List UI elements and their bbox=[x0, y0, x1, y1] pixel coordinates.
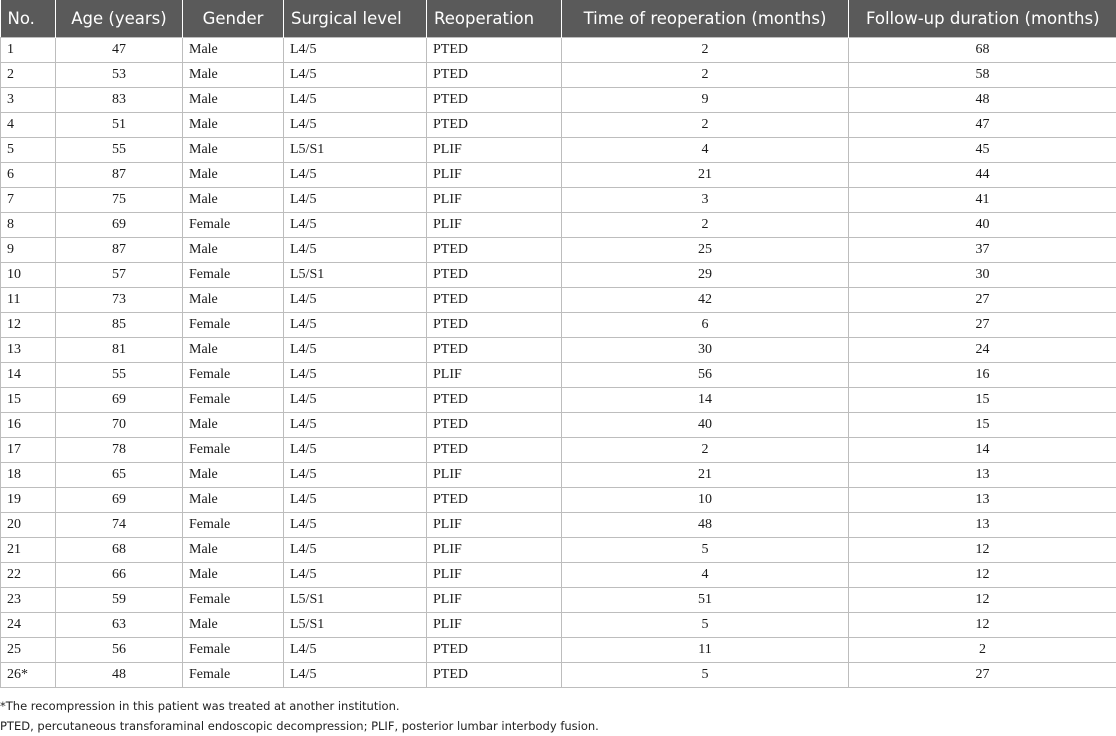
cell-gender: Male bbox=[183, 338, 284, 363]
cell-surgical-level: L4/5 bbox=[284, 238, 427, 263]
cell-follow-up-duration: 27 bbox=[849, 313, 1116, 338]
table-row bbox=[1, 313, 1116, 338]
cell-surgical-level: L4/5 bbox=[284, 463, 427, 488]
cell-age: 48 bbox=[56, 663, 183, 688]
cell-age: 69 bbox=[56, 488, 183, 513]
cell-follow-up-duration: 24 bbox=[849, 338, 1116, 363]
cell-no: 24 bbox=[1, 613, 56, 638]
cell-age: 70 bbox=[56, 413, 183, 438]
cell-surgical-level: L5/S1 bbox=[284, 138, 427, 163]
cell-no: 23 bbox=[1, 588, 56, 613]
cell-age: 87 bbox=[56, 238, 183, 263]
cell-no: 17 bbox=[1, 438, 56, 463]
cell-gender: Male bbox=[183, 413, 284, 438]
table-header bbox=[1, 0, 1116, 38]
table-row bbox=[1, 638, 1116, 663]
cell-age: 63 bbox=[56, 613, 183, 638]
cell-surgical-level: L4/5 bbox=[284, 438, 427, 463]
cell-no: 12 bbox=[1, 313, 56, 338]
cell-age: 83 bbox=[56, 88, 183, 113]
cell-follow-up-duration: 44 bbox=[849, 163, 1116, 188]
cell-reoperation: PTED bbox=[427, 63, 562, 88]
cell-reoperation: PTED bbox=[427, 38, 562, 63]
cell-gender: Male bbox=[183, 488, 284, 513]
cell-no: 5 bbox=[1, 138, 56, 163]
cell-reoperation: PLIF bbox=[427, 613, 562, 638]
table-footnotes bbox=[0, 696, 1116, 736]
cell-follow-up-duration: 13 bbox=[849, 488, 1116, 513]
cell-gender: Male bbox=[183, 563, 284, 588]
cell-no: 4 bbox=[1, 113, 56, 138]
table-row bbox=[1, 113, 1116, 138]
cell-time-of-reoperation: 9 bbox=[562, 88, 849, 113]
cell-no: 19 bbox=[1, 488, 56, 513]
cell-follow-up-duration: 12 bbox=[849, 538, 1116, 563]
cell-time-of-reoperation: 29 bbox=[562, 263, 849, 288]
table-row bbox=[1, 163, 1116, 188]
cell-reoperation: PTED bbox=[427, 488, 562, 513]
cell-age: 51 bbox=[56, 113, 183, 138]
cell-surgical-level: L4/5 bbox=[284, 88, 427, 113]
column-header-no: No. bbox=[1, 0, 56, 38]
cell-time-of-reoperation: 4 bbox=[562, 563, 849, 588]
cell-age: 65 bbox=[56, 463, 183, 488]
cell-follow-up-duration: 30 bbox=[849, 263, 1116, 288]
cell-gender: Female bbox=[183, 313, 284, 338]
cell-gender: Female bbox=[183, 588, 284, 613]
cell-reoperation: PTED bbox=[427, 263, 562, 288]
cell-reoperation: PLIF bbox=[427, 563, 562, 588]
table-row bbox=[1, 213, 1116, 238]
cell-follow-up-duration: 16 bbox=[849, 363, 1116, 388]
cell-reoperation: PTED bbox=[427, 413, 562, 438]
cell-no: 7 bbox=[1, 188, 56, 213]
cell-time-of-reoperation: 2 bbox=[562, 438, 849, 463]
cell-time-of-reoperation: 40 bbox=[562, 413, 849, 438]
cell-follow-up-duration: 12 bbox=[849, 563, 1116, 588]
cell-reoperation: PLIF bbox=[427, 588, 562, 613]
cell-follow-up-duration: 58 bbox=[849, 63, 1116, 88]
cell-age: 68 bbox=[56, 538, 183, 563]
cell-no: 13 bbox=[1, 338, 56, 363]
table-row bbox=[1, 563, 1116, 588]
cell-surgical-level: L4/5 bbox=[284, 488, 427, 513]
cell-no: 15 bbox=[1, 388, 56, 413]
column-header-gender: Gender bbox=[183, 0, 284, 38]
cell-surgical-level: L4/5 bbox=[284, 38, 427, 63]
cell-reoperation: PLIF bbox=[427, 538, 562, 563]
cell-time-of-reoperation: 6 bbox=[562, 313, 849, 338]
cell-surgical-level: L4/5 bbox=[284, 113, 427, 138]
cell-gender: Male bbox=[183, 63, 284, 88]
cell-reoperation: PTED bbox=[427, 88, 562, 113]
cell-time-of-reoperation: 5 bbox=[562, 613, 849, 638]
cell-time-of-reoperation: 3 bbox=[562, 188, 849, 213]
cell-surgical-level: L4/5 bbox=[284, 213, 427, 238]
cell-no: 21 bbox=[1, 538, 56, 563]
cell-time-of-reoperation: 30 bbox=[562, 338, 849, 363]
table-row bbox=[1, 338, 1116, 363]
cell-reoperation: PTED bbox=[427, 663, 562, 688]
cell-surgical-level: L4/5 bbox=[284, 388, 427, 413]
cell-time-of-reoperation: 21 bbox=[562, 463, 849, 488]
table-row bbox=[1, 288, 1116, 313]
cell-no: 26* bbox=[1, 663, 56, 688]
cell-surgical-level: L4/5 bbox=[284, 338, 427, 363]
cell-surgical-level: L4/5 bbox=[284, 288, 427, 313]
cell-follow-up-duration: 13 bbox=[849, 463, 1116, 488]
cell-time-of-reoperation: 4 bbox=[562, 138, 849, 163]
cell-reoperation: PTED bbox=[427, 438, 562, 463]
cell-no: 8 bbox=[1, 213, 56, 238]
cell-gender: Male bbox=[183, 538, 284, 563]
cell-reoperation: PLIF bbox=[427, 163, 562, 188]
cell-gender: Male bbox=[183, 138, 284, 163]
cell-age: 75 bbox=[56, 188, 183, 213]
cell-surgical-level: L4/5 bbox=[284, 63, 427, 88]
cell-follow-up-duration: 68 bbox=[849, 38, 1116, 63]
cell-surgical-level: L4/5 bbox=[284, 638, 427, 663]
cell-gender: Female bbox=[183, 638, 284, 663]
cell-follow-up-duration: 14 bbox=[849, 438, 1116, 463]
cell-age: 59 bbox=[56, 588, 183, 613]
cell-time-of-reoperation: 10 bbox=[562, 488, 849, 513]
table-row bbox=[1, 88, 1116, 113]
cell-time-of-reoperation: 48 bbox=[562, 513, 849, 538]
table-row bbox=[1, 463, 1116, 488]
cell-follow-up-duration: 12 bbox=[849, 588, 1116, 613]
cell-gender: Female bbox=[183, 513, 284, 538]
cell-no: 25 bbox=[1, 638, 56, 663]
cell-age: 47 bbox=[56, 38, 183, 63]
cell-no: 18 bbox=[1, 463, 56, 488]
cell-reoperation: PTED bbox=[427, 238, 562, 263]
cell-age: 55 bbox=[56, 138, 183, 163]
column-header-surgical-level: Surgical level bbox=[284, 0, 427, 38]
cell-reoperation: PLIF bbox=[427, 213, 562, 238]
cell-age: 66 bbox=[56, 563, 183, 588]
cell-surgical-level: L4/5 bbox=[284, 313, 427, 338]
cell-time-of-reoperation: 2 bbox=[562, 113, 849, 138]
cell-reoperation: PLIF bbox=[427, 363, 562, 388]
cell-time-of-reoperation: 5 bbox=[562, 538, 849, 563]
cell-no: 2 bbox=[1, 63, 56, 88]
cell-gender: Male bbox=[183, 113, 284, 138]
cell-gender: Female bbox=[183, 663, 284, 688]
cell-reoperation: PLIF bbox=[427, 188, 562, 213]
cell-age: 78 bbox=[56, 438, 183, 463]
cell-surgical-level: L5/S1 bbox=[284, 263, 427, 288]
cell-age: 73 bbox=[56, 288, 183, 313]
cell-gender: Female bbox=[183, 388, 284, 413]
cell-time-of-reoperation: 51 bbox=[562, 588, 849, 613]
table-row bbox=[1, 63, 1116, 88]
cell-gender: Male bbox=[183, 463, 284, 488]
footnote-abbreviations: PTED, percutaneous transforaminal endoscopic decompression; PLIF, posterior lumbar interbody fusion. bbox=[0, 716, 1116, 736]
cell-surgical-level: L5/S1 bbox=[284, 613, 427, 638]
cell-no: 6 bbox=[1, 163, 56, 188]
cell-follow-up-duration: 41 bbox=[849, 188, 1116, 213]
column-header-age: Age (years) bbox=[56, 0, 183, 38]
cell-follow-up-duration: 13 bbox=[849, 513, 1116, 538]
table-row bbox=[1, 513, 1116, 538]
cell-gender: Female bbox=[183, 363, 284, 388]
cell-gender: Male bbox=[183, 613, 284, 638]
cell-age: 57 bbox=[56, 263, 183, 288]
cell-reoperation: PTED bbox=[427, 638, 562, 663]
table-row bbox=[1, 238, 1116, 263]
cell-surgical-level: L4/5 bbox=[284, 163, 427, 188]
cell-reoperation: PTED bbox=[427, 113, 562, 138]
cell-reoperation: PLIF bbox=[427, 463, 562, 488]
cell-reoperation: PLIF bbox=[427, 138, 562, 163]
cell-reoperation: PTED bbox=[427, 338, 562, 363]
cell-follow-up-duration: 12 bbox=[849, 613, 1116, 638]
table-row bbox=[1, 663, 1116, 688]
cell-gender: Male bbox=[183, 238, 284, 263]
cell-gender: Male bbox=[183, 163, 284, 188]
cell-surgical-level: L4/5 bbox=[284, 663, 427, 688]
table-row bbox=[1, 488, 1116, 513]
cell-no: 20 bbox=[1, 513, 56, 538]
cell-age: 81 bbox=[56, 338, 183, 363]
cell-reoperation: PLIF bbox=[427, 513, 562, 538]
cell-age: 56 bbox=[56, 638, 183, 663]
cell-reoperation: PTED bbox=[427, 388, 562, 413]
cell-follow-up-duration: 48 bbox=[849, 88, 1116, 113]
cell-time-of-reoperation: 11 bbox=[562, 638, 849, 663]
cell-time-of-reoperation: 56 bbox=[562, 363, 849, 388]
column-header-time-of-reoperation: Time of reoperation (months) bbox=[562, 0, 849, 38]
header-row bbox=[1, 0, 1116, 38]
table-row bbox=[1, 263, 1116, 288]
cell-no: 10 bbox=[1, 263, 56, 288]
table-row bbox=[1, 613, 1116, 638]
cell-follow-up-duration: 15 bbox=[849, 413, 1116, 438]
cell-follow-up-duration: 47 bbox=[849, 113, 1116, 138]
cell-no: 1 bbox=[1, 38, 56, 63]
cell-time-of-reoperation: 14 bbox=[562, 388, 849, 413]
cell-age: 53 bbox=[56, 63, 183, 88]
cell-no: 3 bbox=[1, 88, 56, 113]
cell-follow-up-duration: 40 bbox=[849, 213, 1116, 238]
cell-time-of-reoperation: 21 bbox=[562, 163, 849, 188]
table-row bbox=[1, 438, 1116, 463]
cell-no: 9 bbox=[1, 238, 56, 263]
cell-gender: Male bbox=[183, 288, 284, 313]
cell-no: 11 bbox=[1, 288, 56, 313]
cell-time-of-reoperation: 2 bbox=[562, 38, 849, 63]
cell-gender: Male bbox=[183, 188, 284, 213]
table-row bbox=[1, 413, 1116, 438]
cell-surgical-level: L5/S1 bbox=[284, 588, 427, 613]
cell-follow-up-duration: 45 bbox=[849, 138, 1116, 163]
table-row bbox=[1, 188, 1116, 213]
cell-age: 87 bbox=[56, 163, 183, 188]
cell-no: 16 bbox=[1, 413, 56, 438]
cell-follow-up-duration: 37 bbox=[849, 238, 1116, 263]
cell-gender: Male bbox=[183, 88, 284, 113]
cell-surgical-level: L4/5 bbox=[284, 513, 427, 538]
cell-reoperation: PTED bbox=[427, 288, 562, 313]
table-row bbox=[1, 388, 1116, 413]
cell-follow-up-duration: 15 bbox=[849, 388, 1116, 413]
table-row bbox=[1, 363, 1116, 388]
table-row bbox=[1, 138, 1116, 163]
cell-gender: Female bbox=[183, 213, 284, 238]
cell-reoperation: PTED bbox=[427, 313, 562, 338]
cell-time-of-reoperation: 2 bbox=[562, 63, 849, 88]
cell-gender: Female bbox=[183, 263, 284, 288]
cell-surgical-level: L4/5 bbox=[284, 413, 427, 438]
cell-age: 74 bbox=[56, 513, 183, 538]
table-row bbox=[1, 38, 1116, 63]
cell-surgical-level: L4/5 bbox=[284, 188, 427, 213]
table-row bbox=[1, 588, 1116, 613]
cell-surgical-level: L4/5 bbox=[284, 538, 427, 563]
column-header-reoperation: Reoperation bbox=[427, 0, 562, 38]
cell-age: 69 bbox=[56, 213, 183, 238]
cell-surgical-level: L4/5 bbox=[284, 563, 427, 588]
footnote-asterisk: *The recompression in this patient was treated at another institution. bbox=[0, 696, 1116, 716]
cell-age: 55 bbox=[56, 363, 183, 388]
column-header-follow-up-duration: Follow-up duration (months) bbox=[849, 0, 1116, 38]
cell-gender: Female bbox=[183, 438, 284, 463]
cell-time-of-reoperation: 25 bbox=[562, 238, 849, 263]
cell-follow-up-duration: 27 bbox=[849, 288, 1116, 313]
cell-age: 69 bbox=[56, 388, 183, 413]
table-row bbox=[1, 538, 1116, 563]
cell-time-of-reoperation: 42 bbox=[562, 288, 849, 313]
cell-time-of-reoperation: 2 bbox=[562, 213, 849, 238]
cell-age: 85 bbox=[56, 313, 183, 338]
table-body bbox=[1, 38, 1116, 688]
cell-time-of-reoperation: 5 bbox=[562, 663, 849, 688]
cell-follow-up-duration: 2 bbox=[849, 638, 1116, 663]
cell-surgical-level: L4/5 bbox=[284, 363, 427, 388]
cell-no: 22 bbox=[1, 563, 56, 588]
cell-gender: Male bbox=[183, 38, 284, 63]
cell-no: 14 bbox=[1, 363, 56, 388]
cell-follow-up-duration: 27 bbox=[849, 663, 1116, 688]
